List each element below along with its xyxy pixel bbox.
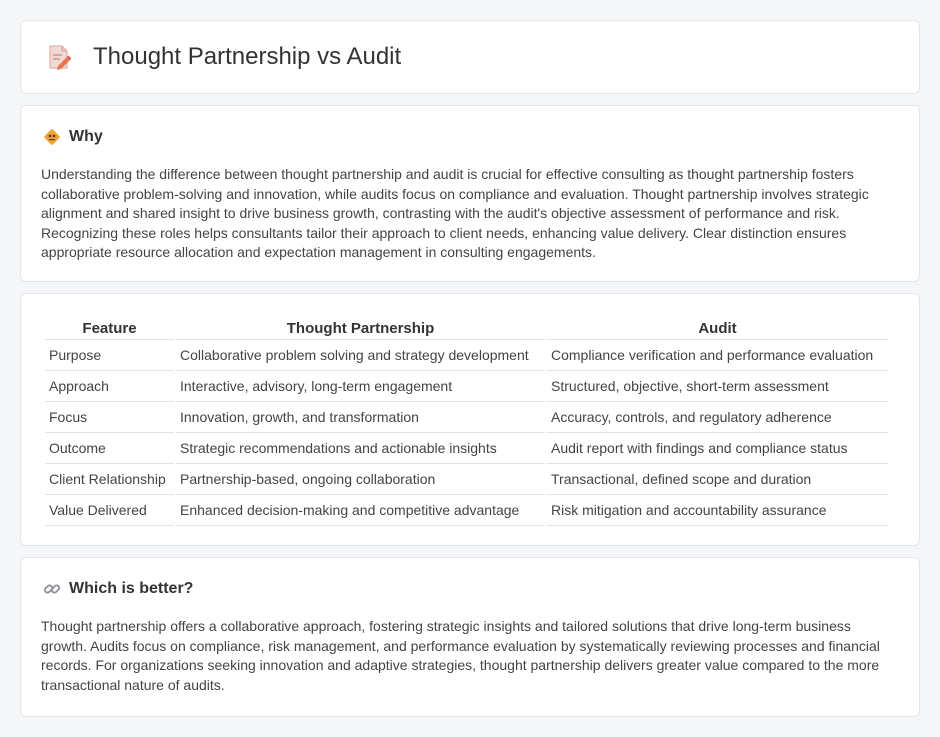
audit-cell: Audit report with findings and compliance status [547, 433, 888, 464]
thought-partnership-cell: Collaborative problem solving and strategy development [176, 340, 545, 371]
feature-cell: Value Delivered [45, 495, 174, 526]
audit-cell: Risk mitigation and accountability assurance [547, 495, 888, 526]
table-row [45, 402, 888, 433]
diamond-sign-icon [43, 128, 61, 146]
why-text: Understanding the difference between thought partnership and audit is crucial for effective consulting as thought partnership fosters collaborative problem-solving and innovation, while audits focus on compliance and evaluation. Thought partnership involves strategic alignment and shared insight to drive business growth, contrasting with the audit's objective assessment of performance and risk. Recognizing these roles helps consultants tailor their approach to client needs, enhancing value delivery. Clear distinction ensures appropriate resource allocation and expectation management in consulting engagements. [41, 166, 869, 261]
feature-cell: Client Relationship [45, 464, 174, 495]
table-row [45, 433, 888, 464]
audit-cell: Transactional, defined scope and duration [547, 464, 888, 495]
table-header-row [45, 318, 888, 340]
column-header-thought-partnership: Thought Partnership [176, 318, 545, 340]
feature-cell: Approach [45, 371, 174, 402]
feature-cell: Outcome [45, 433, 174, 464]
link-icon [43, 580, 61, 598]
page-title: Thought Partnership vs Audit [93, 43, 402, 70]
header-card [20, 20, 920, 94]
which-is-better-title: Which is better? [69, 580, 194, 597]
table-row [45, 464, 888, 495]
thought-partnership-cell: Interactive, advisory, long-term engagement [176, 371, 545, 402]
why-section [20, 105, 920, 282]
which-is-better-text: Thought partnership offers a collaborative approach, fostering strategic insights and tailored solutions that drive long-term business growth. Audits focus on compliance, risk management, and performance evaluation by systematically reviewing processes and financial records. For organizations seeking innovation and adaptive strategies, thought partnership delivers greater value compared to the more transactional nature of audits. [41, 618, 880, 693]
comparison-table [43, 318, 890, 526]
feature-cell: Purpose [45, 340, 174, 371]
thought-partnership-cell: Strategic recommendations and actionable insights [176, 433, 545, 464]
which-is-better-section [20, 557, 920, 717]
column-header-audit: Audit [547, 318, 888, 340]
comparison-table-card [20, 293, 920, 546]
audit-cell: Accuracy, controls, and regulatory adherence [547, 402, 888, 433]
audit-cell: Structured, objective, short-term assessment [547, 371, 888, 402]
audit-cell: Compliance verification and performance evaluation [547, 340, 888, 371]
table-row [45, 340, 888, 371]
column-header-feature: Feature [45, 318, 174, 340]
thought-partnership-cell: Partnership-based, ongoing collaboration [176, 464, 545, 495]
feature-cell: Focus [45, 402, 174, 433]
table-row [45, 371, 888, 402]
table-row [45, 495, 888, 526]
thought-partnership-cell: Innovation, growth, and transformation [176, 402, 545, 433]
why-title: Why [69, 128, 103, 145]
thought-partnership-cell: Enhanced decision-making and competitive advantage [176, 495, 545, 526]
document-pencil-icon [47, 44, 71, 70]
